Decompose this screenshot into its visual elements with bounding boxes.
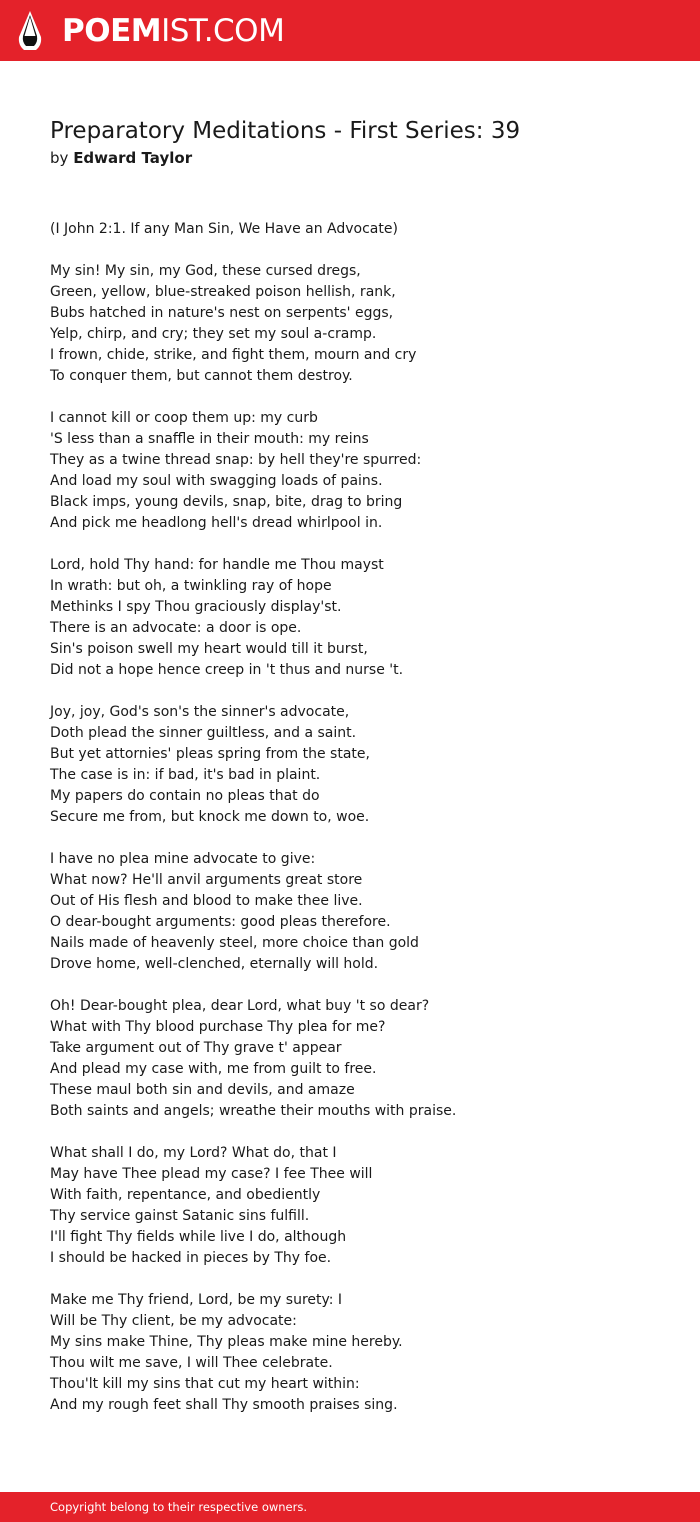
brand-bold-text: POEM [62, 13, 162, 49]
brand-rest-text: IST.COM [161, 13, 285, 49]
site-logo[interactable] [62, 11, 284, 51]
site-footer [0, 1492, 700, 1522]
copyright-notice: Copyright belong to their respective owners. [50, 1500, 308, 1514]
site-header [0, 0, 700, 61]
poem-title: Preparatory Meditations - First Series: 39 [50, 118, 521, 144]
pen-nib-icon [16, 9, 44, 52]
byline [50, 148, 192, 168]
byline-prefix: by [50, 149, 69, 167]
author-name: Edward Taylor [73, 149, 193, 167]
poem-body: (I John 2:1. If any Man Sin, We Have an Advocate) My sin! My sin, my God, these cursed dregs, Green, yellow, blue-streaked poison hellish, rank, Bubs hatched in nature's nest on serpents' eggs, Yelp, chirp, and cry; they set my soul a-cramp. I frown, chide, strike, and fight them, mourn and cry To conquer them, but cannot them destroy. I cannot kill or coop them up: my curb 'S less than a snaffle in their mouth: my reins They as a twine thread snap: by hell they're spurred: And load my soul with swagging loads of pains. Black imps, young devils, snap, bite, drag to bring And pick me headlong hell's dread whirlpool in. Lord, hold Thy hand: for handle me Thou mayst In wrath: but oh, a twinkling ray of hope Methinks I spy Thou graciously display'st. There is an advocate: a door is ope. Sin's poison swell my heart would till it burst, Did not a hope hence creep in 't thus and nurse 't. Joy, joy, God's son's the sinner's advocate, Doth plead the sinner guiltless, and a saint. But yet attornies' pleas spring from the state, The case is in: if bad, it's bad in plaint. My papers do contain no pleas that do Secure me from, but knock me down to, woe. I have no plea mine advocate to give: What now? He'll anvil arguments great store Out of His flesh and blood to make thee live. O dear-bought arguments: good pleas therefore. Nails made of heavenly steel, more choice than gold Drove home, well-clenched, eternally will hold. Oh! Dear-bought plea, dear Lord, what buy 't so dear? What with Thy blood purchase Thy plea for me? Take argument out of Thy grave t' appear And plead my case with, me from guilt to free. These maul both sin and devils, and amaze Both saints and angels; wreathe their mouths with praise. What shall I do, my Lord? What do, that I May have Thee plead my case? I fee Thee will With faith, repentance, and obediently Thy service gainst Satanic sins fulfill. I'll fight Thy fields while live I do, although I should be hacked in pieces by Thy foe. Make me Thy friend, Lord, be my surety: I Will be Thy client, be my advocate: My sins make Thine, Thy pleas make mine hereby. Thou wilt me save, I will Thee celebrate. Thou'lt kill my sins that cut my heart within: And my rough feet shall Thy smooth praises sing. [50, 221, 457, 1413]
